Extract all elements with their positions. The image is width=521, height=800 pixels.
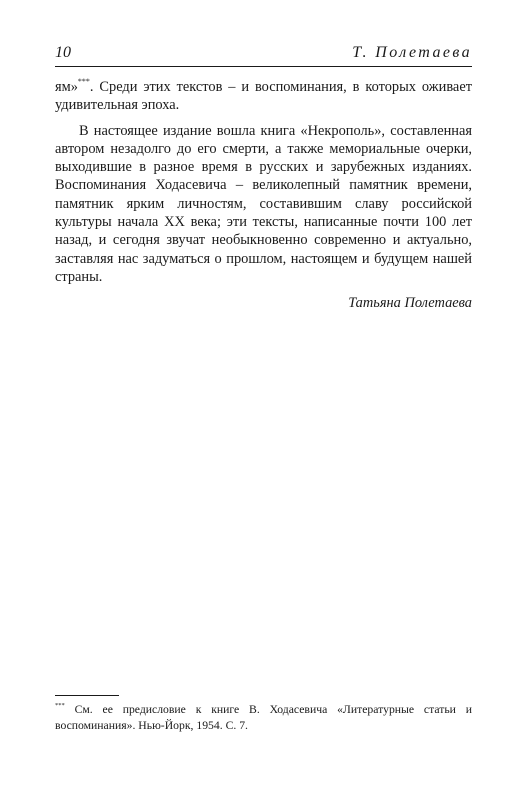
- paragraph-1-end: . Среди этих текстов – и воспоминания, в которых оживает удивительная эпоха.: [55, 79, 472, 114]
- header-rule: [55, 66, 472, 67]
- running-head: [55, 42, 472, 64]
- main-text: [55, 78, 472, 313]
- paragraph-1-start: ям»: [55, 79, 78, 95]
- paragraph-1: [55, 78, 472, 115]
- paragraph-2: В настоящее издание вошла книга «Некрополь», составленная автором незадолго до его смерти, а также мемориальные очерки, выходившие в разное время в русских и зарубежных изданиях. Воспоминания Ходасевича – великолепный памятник времени, памятник ярким личностям, составившим славу российской культуры начала XX века; эти тексты, написанные почти 100 лет назад, и сегодня звучат необыкновенно современно и актуально, заставляя нас задуматься о прошлом, настоящем и будущем нашей страны.: [55, 122, 472, 285]
- footnote-mark: ***: [55, 702, 65, 709]
- footnote-text: См. ее предисловие к книге В. Ходасевича «Литературные статьи и воспоминания». Нью-Йорк, 1954. С. 7.: [55, 703, 472, 732]
- author-signature: Татьяна Полетаева: [348, 295, 472, 312]
- footnote-rule: [55, 695, 119, 696]
- page-number: 10: [55, 44, 71, 61]
- footnote: [55, 702, 472, 733]
- running-title: Т. Полетаева: [352, 44, 472, 61]
- footnote-reference: ***: [77, 77, 90, 86]
